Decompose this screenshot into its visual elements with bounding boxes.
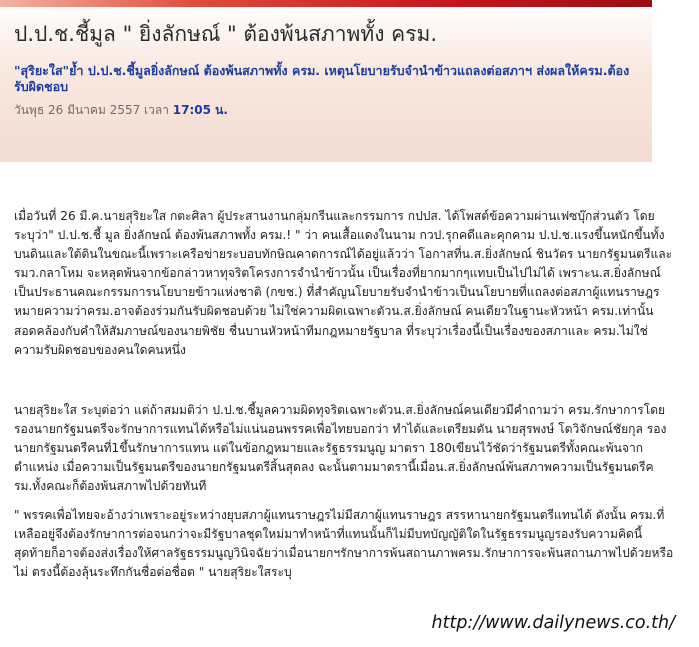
body-paragraph: นายสุริยะใส ระบุต่อว่า แต่ถ้าสมมติว่า ป.ป.ช.ชี้มูลความผิดทุจริตเฉพาะตัวน.ส.ยิ่งลักษณ์คนเดียวมีคำถามว่า ครม.รักษาการโดยรองนายกรัฐมนตรีจะรักษาการแทนได้หรือไม่แน่นอนพรรคเพื่อไทยบอกว่า ทำได้และเตรียมดัน นายสุรพงษ์ โตวิจักษณ์ชัยกุล รองนายกรัฐมนตรีคนที่1ขึ้นรักษาการแทน แต่ในข้อกฎหมายและรัฐธรรมนูญ มาตรา 180เขียนไว้ชัดว่ารัฐมนตรีทั้งคณะพ้นจากตำแหน่ง เมื่อความเป็นรัฐมนตรีของนายกรัฐมนตรีสิ้นสุดลง ฉะนั้นตามมาตรานี้เมื่อน.ส.ยิ่งลักษณ์พ้นสภาพความเป็นรัฐมนตรีครม.ทั้งคณะก็ต้องพ้นสภาพไปด้วยทันที	[14, 403, 667, 494]
body-paragraph: " พรรคเพื่อไทยจะอ้างว่าเพราะอยู่ระหว่างยุบสภาผู้แทนราษฎรไม่มีสภาผู้แทนราษฎร สรรหานายกรัฐมนตรีแทนได้ ดังนั้น ครม.ที่เหลืออยู่จึงต้องรักษาการต่อจนกว่าจะมีรัฐบาลชุดใหม่มาทำหน้าที่แทนนั้นก็ไม่มีบทบัญญัติใดในรัฐธรรมนูญรองรับความคิดนี้ สุดท้ายก็อาจต้องส่งเรื่องให้ศาลรัฐธรรมนูญวินิจฉัยว่าเมื่อนายกฯรักษาการพ้นสถานภาพครม.รักษาการจะพ้นสถานภาพไปด้วยหรือไม่ ตรงนี้ต้องลุ้นระทึกกันชื่อต่อชื่อต " นายสุริยะใสระบุ	[14, 508, 674, 580]
source-link[interactable]: http://www.dailynews.co.th/	[431, 613, 675, 633]
time-text: 17:05 น.	[172, 103, 228, 117]
article-header	[0, 0, 652, 162]
date-text: วันพุธ 26 มีนาคม 2557 เวลา	[14, 103, 169, 117]
dateline	[14, 103, 644, 117]
body-paragraph: เมื่อวันที่ 26 มี.ค.นายสุริยะใส กตะศิลา ผู้ประสานงานกลุ่มกรีนและกรรมการ กปปส. ได้โพสต์ข้อความผ่านเฟซบุ๊กส่วนตัว โดยระบุว่า" ป.ป.ช.ชี้ มูล ยิ่งลักษณ์ ต้องพ้นสภาพทั้ง ครม.! " ว่า คนเสื้อแดงในนาม กวป.รุกคดีและคุกคาม ป.ป.ช.แรงขึ้นหนักขึ้นทั้งบนดินและใต้ดินในขณะนี้เพราะเครือข่ายระบอบทักษิณคาดการณ์ได้อยู่แล้วว่า โอกาสที่น.ส.ยิ่งลักษณ์ ชินวัตร นายกรัฐมนตรีและรมว.กลาโหม จะหลุดพ้นจากข้อกล่าวหาทุจริตโครงการจำนำข้าวนั้น เป็นเรื่องที่ยากมากๆแทบเป็นไปไม่ได้ เพราะน.ส.ยิ่งลักษณ์ เป็นประธานคณะกรรมการนโยบายข้าวแห่งชาติ (กขช.) ที่สำคัญนโยบายรับจำนำข้าวเป็นนโยบายที่แถลงต่อสภาผู้แทนราษฎร หมายความว่าครม.อาจต้องร่วมกันรับผิดชอบด้วย ไม่ใช่ความผิดเฉพาะตัวน.ส.ยิ่งลักษณ์ คนเดียวในฐานะหัวหน้า ครม.เท่านั้น สอดคล้องกับคำให้สัมภาษณ์ของนายพิชัย ชื่นบานหัวหน้าทีมกฎหมายรัฐบาล ที่ระบุว่าเรื่องนี้เป็นเรื่องของสภาและ ครม.ไม่ใช่ความรับผิดชอบของคนใดคนหนึ่ง	[14, 209, 673, 357]
top-accent-bar	[0, 0, 652, 7]
lead-summary: "สุริยะใส"ย้ำ ป.ป.ช.ชี้มูลยิ่งลักษณ์ ต้องพ้นสภาพทั้ง ครม. เหตุนโยบายรับจำนำข้าวแถลงต่อสภาฯ ส่งผลให้ครม.ต้องรับผิดชอบ	[14, 63, 630, 94]
headline: ป.ป.ช.ชี้มูล " ยิ่งลักษณ์ " ต้องพ้นสภาพทั้ง ครม.	[14, 22, 438, 46]
